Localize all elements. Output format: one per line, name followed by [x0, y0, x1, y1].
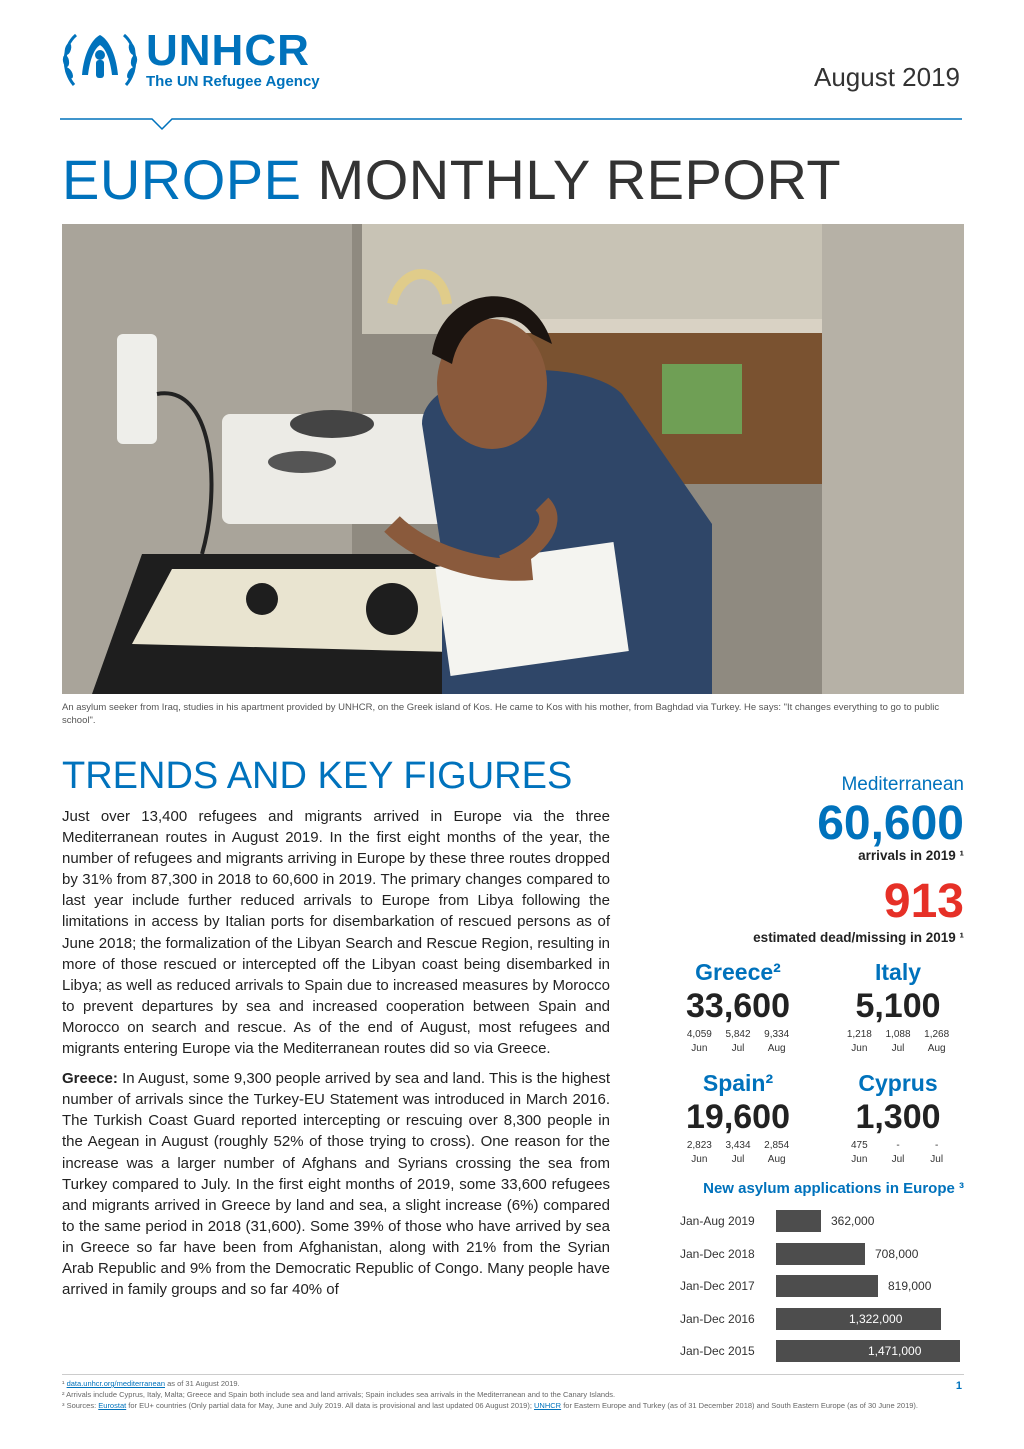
dead-missing-value: 913 [883, 875, 964, 928]
country-name: Spain² [702, 1070, 774, 1096]
month-figure: 5,842 Jul [725, 1029, 751, 1054]
bar-row [672, 1340, 964, 1364]
bar-value-label: 708,000 [875, 1246, 919, 1261]
bar-row [672, 1210, 964, 1234]
month-figure: 1,088 Jul [885, 1029, 911, 1054]
month-figure: 2,854 Aug [764, 1140, 790, 1165]
dead-missing-caption: estimated dead/missing in 2019 ¹ [753, 930, 964, 945]
bar-category-label: Jan-Aug 2019 [680, 1214, 755, 1228]
photo-caption: An asylum seeker from Iraq, studies in his apartment provided by UNHCR, on the Greek island of Kos. He came to Kos with his mother, from Baghdad via Turkey. He says: "It changes everything to go to public school". [62, 702, 940, 726]
footnote-1: ¹ data.unhcr.org/mediterranean as of 31 August 2019. [62, 1379, 240, 1388]
bar-category-label: Jan-Dec 2017 [680, 1279, 755, 1293]
country-italy [832, 958, 964, 1056]
month-figure: 2,823 Jun [686, 1140, 712, 1165]
monthly-breakdown [672, 1028, 804, 1056]
country-name: Greece² [695, 959, 781, 985]
bar [776, 1243, 865, 1265]
header-divider [60, 118, 962, 134]
month-figure: 9,334 Aug [764, 1029, 790, 1054]
bar-value-label: 819,000 [888, 1279, 932, 1293]
asylum-chart-title: New asylum applications in Europe ³ [703, 1180, 964, 1197]
bar-value-label: 1,471,000 [868, 1344, 922, 1358]
footnotes [62, 1378, 922, 1411]
paragraph-greece [62, 1068, 610, 1300]
country-total: 5,100 [855, 987, 941, 1025]
bar [776, 1275, 878, 1297]
bar-category-label: Jan-Dec 2016 [680, 1311, 755, 1326]
country-cyprus [832, 1069, 964, 1167]
footnote-2: ² Arrivals include Cyprus, Italy, Malta; Greece and Spain both include sea and land arrivals; Spain includes sea arrivals in the Mediterranean and to the Canary Islands. [62, 1390, 616, 1399]
bar-value-label: 362,000 [831, 1214, 875, 1228]
mediterranean-arrivals-value: 60,600 [817, 797, 964, 850]
logo-subtitle: The UN Refugee Agency [146, 73, 320, 90]
footnote-link-unhcr-data[interactable]: data.unhcr.org/mediterranean [66, 1379, 165, 1388]
month-figure: 1,218 Jun [846, 1029, 872, 1054]
bar-value-label: 1,322,000 [849, 1311, 903, 1326]
month-figure: - Jul [891, 1140, 905, 1165]
footnote-link-eurostat[interactable]: Eurostat [98, 1401, 127, 1410]
bar-row [672, 1275, 964, 1299]
title-highlight: EUROPE [62, 148, 302, 211]
month-figure: 475 Jun [850, 1140, 868, 1165]
country-total: 19,600 [686, 1098, 790, 1136]
month-figure: 1,268 Aug [924, 1029, 950, 1054]
country-spain [672, 1069, 804, 1167]
logo-name: UNHCR [146, 26, 310, 75]
body-text [62, 806, 610, 1309]
bar-category-label: Jan-Dec 2018 [680, 1246, 755, 1261]
bar-row [672, 1308, 964, 1332]
mediterranean-label: Mediterranean [841, 774, 964, 795]
paragraph-lead: Greece: [62, 1070, 118, 1088]
unhcr-logo [60, 24, 350, 96]
logo-text [146, 26, 320, 91]
report-date: August 2019 [813, 62, 960, 92]
page-title [62, 148, 841, 212]
month-figure: - Jul [930, 1140, 944, 1165]
country-name: Italy [874, 959, 922, 985]
footnote-3: ³ Sources: Eurostat for EU+ countries (Only partial data for May, June and July 2019. All data is provisional and last updated 06 August 2019); UNHCR for Eastern Europe and Turkey (as of 31 December 2018) and South Eastern Europe (as of 30 June 2019). [62, 1401, 918, 1410]
paragraph-text: Just over 13,400 refugees and migrants arrived in Europe via the three Mediterranean routes in August 2019. In the first eight months of the year, the number of refugees and migrants arriving in Europe by these three routes dropped by 31% from 87,300 in 2018 to 60,600 in 2019. The primary changes compared to last year include further reduced arrivals to Europe from Libya following the limitations in access by Italian ports for disembarkation of rescued persons as of June 2018; the formalization of the Libyan Search and Rescue Region, resulting in more of those rescued or intercepted off the Libyan coast being disembarked in Libya; as well as reduced arrivals to Spain due to increased measures by Morocco to prevent departures by sea and increased cooperation between Spain and Morocco on search and rescue. As of the end of August, most refugees and migrants entering Europe via the Mediterranean routes did so via Greece. [62, 808, 610, 1058]
paragraph-text: In August, some 9,300 people arrived by sea and land. This is the highest number of arrivals since the Turkey-EU Statement was introduced in March 2016. The Turkish Coast Guard reported intercepting or rescuing over 8,300 people in the Aegean in August (roughly 52% of those trying to cross). One reason for the increase was a larger number of Afghans and Syrians crossing the sea from Turkey compared to July. In the first eight months of 2019, some 33,600 refugees and migrants arrived in Greece by land and sea, a slight increase (6%) compared to the same period in 2018 (31,600). Some 39% of those who have arrived by sea in Greece so far have been from Afghanistan, along with 21% from the Syrian Arab Republic and 9% from the Democratic Republic of Congo. Many people have arrived in family groups and so far 40% of [62, 1070, 610, 1299]
title-rest: MONTHLY REPORT [301, 148, 842, 211]
month-figure: 3,434 Jul [725, 1140, 751, 1165]
bar-category-label: Jan-Dec 2015 [680, 1344, 755, 1358]
monthly-breakdown [672, 1139, 804, 1167]
unhcr-emblem-icon [60, 25, 140, 95]
footnote-divider [62, 1374, 964, 1375]
cover-photo [62, 224, 964, 694]
paragraph-overview [62, 806, 610, 1059]
country-greece [672, 958, 804, 1056]
country-total: 1,300 [855, 1098, 941, 1136]
monthly-breakdown [832, 1139, 964, 1167]
country-total: 33,600 [686, 987, 790, 1025]
bar-row [672, 1243, 964, 1267]
month-figure: 4,059 Jun [686, 1029, 712, 1054]
mediterranean-arrivals-caption: arrivals in 2019 ¹ [858, 848, 964, 863]
footnote-link-unhcr[interactable]: UNHCR [534, 1401, 562, 1410]
monthly-breakdown [832, 1028, 964, 1056]
section-heading: TRENDS AND KEY FIGURES [62, 755, 573, 797]
page-number: 1 [955, 1380, 962, 1392]
country-name: Cyprus [858, 1070, 938, 1096]
bar [776, 1210, 821, 1232]
